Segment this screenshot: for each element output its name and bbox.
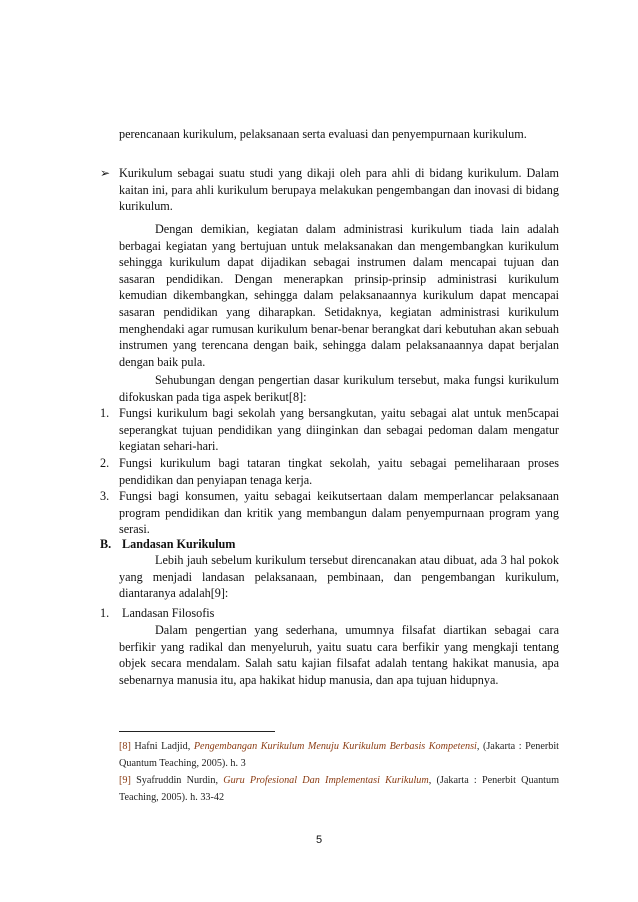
section-b-paragraph: Lebih jauh sebelum kurikulum tersebut direncanakan atau dibuat, ada 3 hal pokok yang menjadi landasan pelaksanaan, pembinaan, dan pengembangan kurikulum, diantaranya adalah[9]: [119, 553, 559, 601]
bullet-text: Kurikulum sebagai suatu studi yang dikaji oleh para ahli di bidang kurikulum. Dalam kaitan ini, para ahli kurikulum berupaya melakukan pengembangan dan inovasi di bidang kurikulum. [119, 166, 559, 214]
subsection-number: 1. [100, 606, 110, 620]
list-number: 2. [100, 456, 110, 470]
subsection-title: Landasan Filosofis [122, 606, 215, 620]
list-item: Fungsi kurikulum bagi sekolah yang bersangkutan, yaitu sebagai alat untuk men5capai seperangkat tujuan pendidikan yang diinginkan dan sebagai pedoman dalam mengatur kegiatan sehari-hari. [119, 406, 559, 454]
footnote [119, 772, 559, 806]
list-number: 1. [100, 406, 110, 420]
footnote [119, 738, 559, 772]
section-label: B. [100, 537, 112, 551]
arrow-bullet-icon: ➢ [100, 166, 111, 180]
footnote-rest: , (Jakarta : Penerbit Quantum Teaching, 2005). h. 3 [119, 741, 560, 769]
section-title: Landasan Kurikulum [122, 537, 236, 551]
footnote-ref[interactable]: [9] [119, 775, 131, 786]
footnote-author: Hafni Ladjid, [134, 741, 191, 752]
intro-continuation: perencanaan kurikulum, pelaksanaan serta evaluasi dan penyempurnaan kurikulum. [119, 127, 527, 141]
page-number: 5 [315, 834, 323, 846]
list-item: Fungsi kurikulum bagi tataran tingkat sekolah, yaitu sebagai pemeliharaan proses pendidikan dan penyiapan tenaga kerja. [119, 456, 559, 487]
subsection-paragraph: Dalam pengertian yang sederhana, umumnya filsafat diartikan sebagai cara berfikir yang radikal dan menyeluruh, yaitu suatu cara berfikir yang mengkaji tentang objek secara mendalam. Salah satu kajian filsafat adalah tentang hakikat manusia, apa sebenarnya manusia itu, apa hakikat hidup manusia, dan apa tujuan hidupnya. [119, 623, 559, 687]
list-item: Fungsi bagi konsumen, yaitu sebagai keikutsertaan dalam memperlancar pelaksanaan program pendidikan dan kritik yang membangun dalam penyempurnaan program yang serasi. [119, 489, 559, 537]
footnote-title: Pengembangan Kurikulum Menuju Kurikulum Berbasis Kompetensi [193, 741, 477, 752]
footnote-author: Syafruddin Nurdin, [136, 775, 218, 786]
list-number: 3. [100, 489, 110, 503]
footnote-rest: , (Jakarta : Penerbit Quantum Teaching, 2005). h. 33-42 [119, 775, 560, 803]
paragraph-administrasi: Dengan demikian, kegiatan dalam administrasi kurikulum tiada lain adalah berbagai kegiatan yang bertujuan untuk melaksanakan dan mengembangkan kurikulum sehingga kurikulum dapat dijadikan sebagai instrumen dalam mencapai tujuan dan sasaran pendidikan. Dengan menerapkan prinsip-prinsip administrasi kurikulum kemudian dikembangkan, sehingga dalam pelaksanaannya kurikulum dapat mencapai sasaran pendidikan yang diharapkan. Setidaknya, kegiatan administrasi kurikulum menghendaki agar rumusan kurikulum benar-benar berangkat dari kebutuhan akan sebuah instrumen yang terencana dengan baik, sehingga dalam pelaksanaannya dapat berjalan dengan baik pula. [119, 222, 559, 369]
footnote-title: Guru Profesional Dan Implementasi Kurikulum [223, 775, 429, 786]
footnote-ref[interactable]: [8] [119, 741, 131, 752]
footnote-separator [119, 731, 275, 732]
paragraph-fungsi: Sehubungan dengan pengertian dasar kurikulum tersebut, maka fungsi kurikulum difokuskan pada tiga aspek berikut[8]: [119, 373, 559, 404]
